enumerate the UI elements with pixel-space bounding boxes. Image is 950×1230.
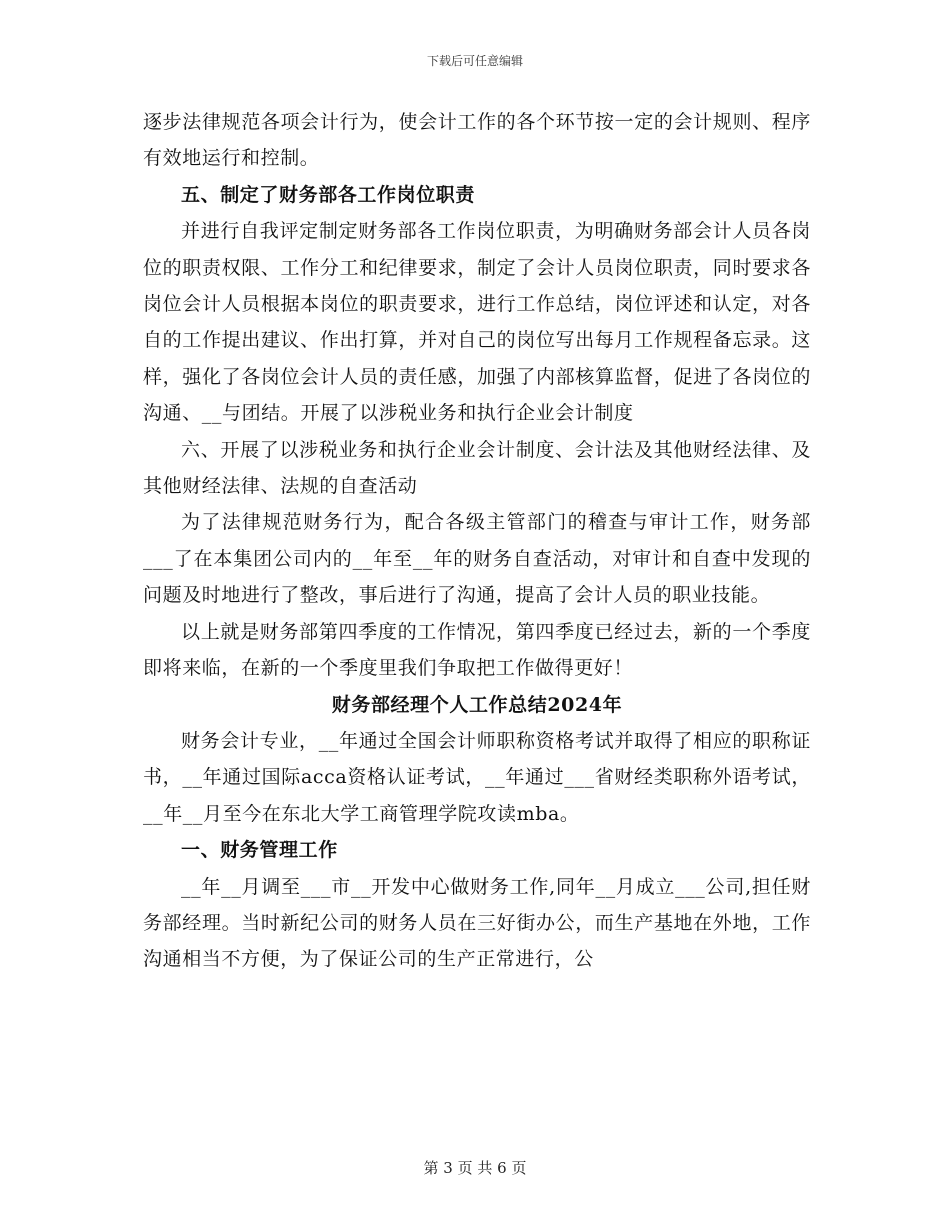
paragraph-5: 以上就是财务部第四季度的工作情况，第四季度已经过去，新的一个季度即将来临，在新的一个季度里我们争取把工作做得更好！ [143, 620, 811, 680]
section-heading-5: 五、制定了财务部各工作岗位职责 [181, 183, 476, 206]
paragraph-7: __年__月调至___市__开发中心做财务工作,同年__月成立___公司,担任财务部经理。当时新纪公司的财务人员在三好街办公，而生产基地在外地，工作沟通相当不方便，为了保证公司的生产正常进行，公 [143, 875, 811, 971]
paragraph-3: 六、开展了以涉税业务和执行企业会计制度、会计法及其他财经法律、及其他财经法律、法规的自查活动 [143, 438, 811, 498]
document-title: 财务部经理个人工作总结2024年 [331, 693, 623, 716]
paragraph-6: 财务会计专业，__年通过全国会计师职称资格考试并取得了相应的职称证书，__年通过国际acca资格认证考试，__年通过___省财经类职称外语考试，__年__月至今在东北大学工商管理学院攻读mba。 [143, 729, 811, 825]
page-footer: 第 3 页 共 6 页 [423, 1159, 527, 1177]
page-header-note: 下载后可任意编辑 [426, 54, 523, 68]
paragraph-1: 逐步法律规范各项会计行为，使会计工作的各个环节按一定的会计规则、程序有效地运行和控制。 [143, 111, 811, 170]
section-heading-1: 一、财务管理工作 [181, 839, 338, 862]
paragraph-2: 并进行自我评定制定财务部各工作岗位职责，为明确财务部会计人员各岗位的职责权限、工作分工和纪律要求，制定了会计人员岗位职责，同时要求各岗位会计人员根据本岗位的职责要求，进行工作总结，岗位评述和认定，对各自的工作提出建议、作出打算，并对自己的岗位写出每月工作规程备忘录。这样，强化了各岗位会计人员的责任感，加强了内部核算监督，促进了各岗位的沟通、__与团结。开展了以涉税业务和执行企业会计制度 [143, 220, 811, 425]
document-body [143, 104, 811, 978]
paragraph-4: 为了法律规范财务行为，配合各级主管部门的稽查与审计工作，财务部___了在本集团公司内的__年至__年的财务自查活动，对审计和自查中发现的问题及时地进行了整改，事后进行了沟通，提高了会计人员的职业技能。 [143, 511, 811, 607]
